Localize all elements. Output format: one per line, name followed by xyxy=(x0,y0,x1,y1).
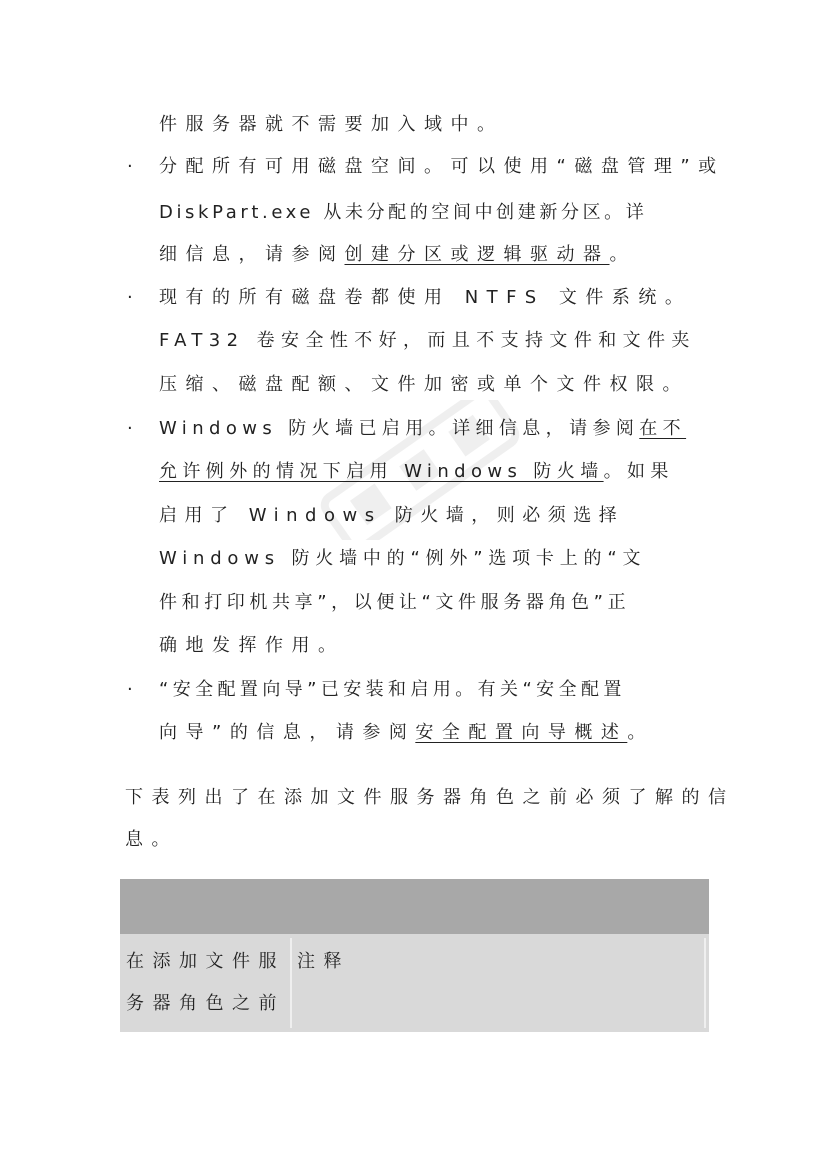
text-line xyxy=(159,417,686,441)
table-divider xyxy=(290,938,292,1028)
text-line xyxy=(159,721,654,745)
bullet-icon: · xyxy=(127,156,133,177)
text-line xyxy=(159,243,636,267)
bullet-icon: · xyxy=(127,418,133,439)
text-line: FAT32 卷安全性不好，而且不支持文件和文件夹 xyxy=(159,330,696,351)
text-fragment: 。如果 xyxy=(603,461,674,482)
text-line: 分配所有可用磁盘空间。可以使用“磁盘管理”或 xyxy=(159,156,725,177)
text-line: 息。 xyxy=(125,829,178,850)
text-line: DiskPart.exe 从未分配的空间中创建新分区。详 xyxy=(159,202,648,223)
text-fragment: Windows 防火墙已启用。详细信息，请参阅 xyxy=(159,418,640,439)
text-line: 件和打印机共享”，以便让“文件服务器角色”正 xyxy=(159,592,631,613)
link-create-partition[interactable]: 创建分区或逻辑驱动器 xyxy=(344,244,610,265)
text-line: 现有的所有磁盘卷都使用 NTFS 文件系统。 xyxy=(159,287,692,308)
text-line: “安全配置向导”已安装和启用。有关“安全配置 xyxy=(159,679,626,700)
link-enable-firewall-cont[interactable]: 允许例外的情况下启用 Windows 防火墙 xyxy=(159,461,604,482)
text-line: 下表列出了在添加文件服务器角色之前必须了解的信 xyxy=(125,787,735,808)
table-cell-notes: 注释 xyxy=(297,951,350,972)
info-table xyxy=(120,879,709,1032)
text-line xyxy=(159,460,674,484)
text-line: 启用了 Windows 防火墙，则必须选择 xyxy=(159,505,625,526)
table-header-row xyxy=(120,879,709,934)
bullet-icon: · xyxy=(127,287,133,308)
text-fragment: 向导”的信息，请参阅 xyxy=(159,722,416,743)
text-line: 确地发挥作用。 xyxy=(159,635,345,656)
table-cell-before-adding-cont: 务器角色之前 xyxy=(126,993,285,1014)
text-line: 件服务器就不需要加入域中。 xyxy=(159,114,504,135)
text-line: 压缩、磁盘配额、文件加密或单个文件权限。 xyxy=(159,374,689,395)
link-enable-firewall[interactable]: 在不 xyxy=(639,418,687,439)
text-fragment: 。 xyxy=(627,722,654,743)
table-divider xyxy=(704,938,706,1028)
text-fragment: 。 xyxy=(609,244,636,265)
text-fragment: 细信息，请参阅 xyxy=(159,244,345,265)
table-cell-before-adding: 在添加文件服 xyxy=(126,951,285,972)
bullet-icon: · xyxy=(127,679,133,700)
text-line: Windows 防火墙中的“例外”选项卡上的“文 xyxy=(159,548,647,569)
link-security-wizard[interactable]: 安全配置向导概述 xyxy=(415,722,628,743)
table-row xyxy=(120,934,709,1032)
